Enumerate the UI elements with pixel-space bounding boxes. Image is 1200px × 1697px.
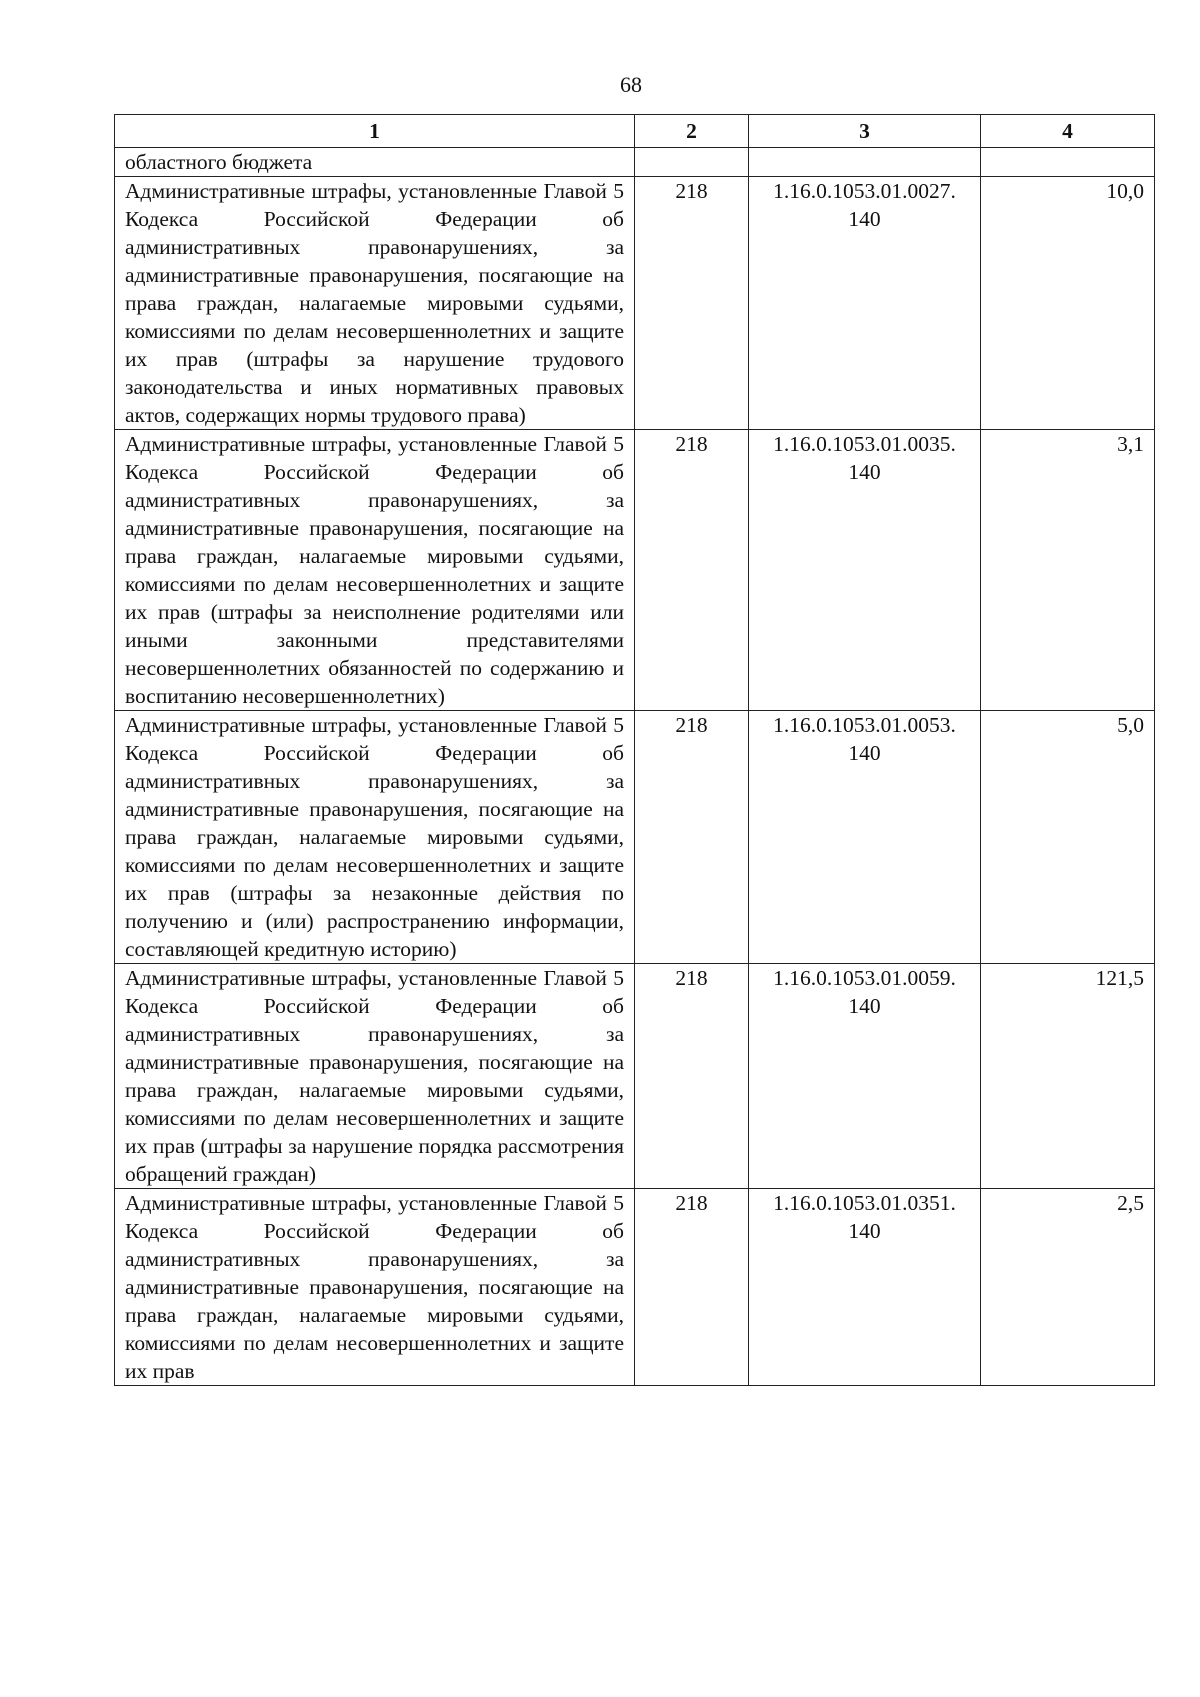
row-amount bbox=[981, 430, 1155, 711]
row-admin-code: 218 bbox=[635, 1189, 749, 1386]
row-amount-value: 2,5 bbox=[1117, 1191, 1144, 1215]
row-description: областного бюджета bbox=[115, 148, 635, 177]
row-amount bbox=[981, 148, 1155, 177]
row-budget-code: 1.16.0.1053.01.0027. 140 bbox=[749, 177, 981, 430]
row-amount bbox=[981, 964, 1155, 1189]
row-admin-code: 218 bbox=[635, 177, 749, 430]
table-row bbox=[115, 148, 1155, 177]
row-description: Административные штрафы, установленные Главой 5 Кодекса Российской Федерации об административных правонарушениях, за административные правонарушения, посягающие на права граждан, налагаемые мировыми судьями, комиссиями по делам несовершеннолетних и защите их прав (штрафы за нарушение трудового законодательства и иных нормативных правовых актов, содержащих нормы трудового права) bbox=[115, 177, 635, 430]
row-description: Административные штрафы, установленные Главой 5 Кодекса Российской Федерации об административных правонарушениях, за административные правонарушения, посягающие на права граждан, налагаемые мировыми судьями, комиссиями по делам несовершеннолетних и защите их прав (штрафы за неисполнение родителями или иными законными представителями несовершеннолетних обязанностей по содержанию и воспитанию несовершеннолетних) bbox=[115, 430, 635, 711]
row-budget-code bbox=[749, 148, 981, 177]
row-budget-code: 1.16.0.1053.01.0035. 140 bbox=[749, 430, 981, 711]
column-header-4: 4 bbox=[981, 115, 1155, 148]
row-description: Административные штрафы, установленные Главой 5 Кодекса Российской Федерации об административных правонарушениях, за административные правонарушения, посягающие на права граждан, налагаемые мировыми судьями, комиссиями по делам несовершеннолетних и защите их прав bbox=[115, 1189, 635, 1386]
row-admin-code: 218 bbox=[635, 711, 749, 964]
row-admin-code bbox=[635, 148, 749, 177]
column-header-1: 1 bbox=[115, 115, 635, 148]
column-header-2: 2 bbox=[635, 115, 749, 148]
row-description: Административные штрафы, установленные Главой 5 Кодекса Российской Федерации об административных правонарушениях, за административные правонарушения, посягающие на права граждан, налагаемые мировыми судьями, комиссиями по делам несовершеннолетних и защите их прав (штрафы за нарушение порядка рассмотрения обращений граждан) bbox=[115, 964, 635, 1189]
table-row bbox=[115, 177, 1155, 430]
header-row bbox=[115, 115, 1155, 148]
column-header-3: 3 bbox=[749, 115, 981, 148]
row-amount bbox=[981, 1189, 1155, 1386]
table-row bbox=[115, 964, 1155, 1189]
row-admin-code: 218 bbox=[635, 964, 749, 1189]
table-row bbox=[115, 430, 1155, 711]
row-amount-value: 10,0 bbox=[1106, 179, 1144, 203]
table-row bbox=[115, 1189, 1155, 1386]
row-description: Административные штрафы, установленные Главой 5 Кодекса Российской Федерации об административных правонарушениях, за административные правонарушения, посягающие на права граждан, налагаемые мировыми судьями, комиссиями по делам несовершеннолетних и защите их прав (штрафы за незаконные действия по получению и (или) распространению информации, составляющей кредитную историю) bbox=[115, 711, 635, 964]
row-amount-value: 3,1 bbox=[1117, 432, 1144, 456]
table-row bbox=[115, 711, 1155, 964]
row-admin-code: 218 bbox=[635, 430, 749, 711]
row-budget-code: 1.16.0.1053.01.0053. 140 bbox=[749, 711, 981, 964]
row-amount-value: 5,0 bbox=[1117, 713, 1144, 737]
row-budget-code: 1.16.0.1053.01.0059. 140 bbox=[749, 964, 981, 1189]
revenue-table bbox=[114, 114, 1155, 1386]
row-budget-code: 1.16.0.1053.01.0351. 140 bbox=[749, 1189, 981, 1386]
row-amount bbox=[981, 177, 1155, 430]
page-number: 68 bbox=[620, 72, 642, 97]
row-amount bbox=[981, 711, 1155, 964]
row-amount-value: 121,5 bbox=[1095, 966, 1144, 990]
